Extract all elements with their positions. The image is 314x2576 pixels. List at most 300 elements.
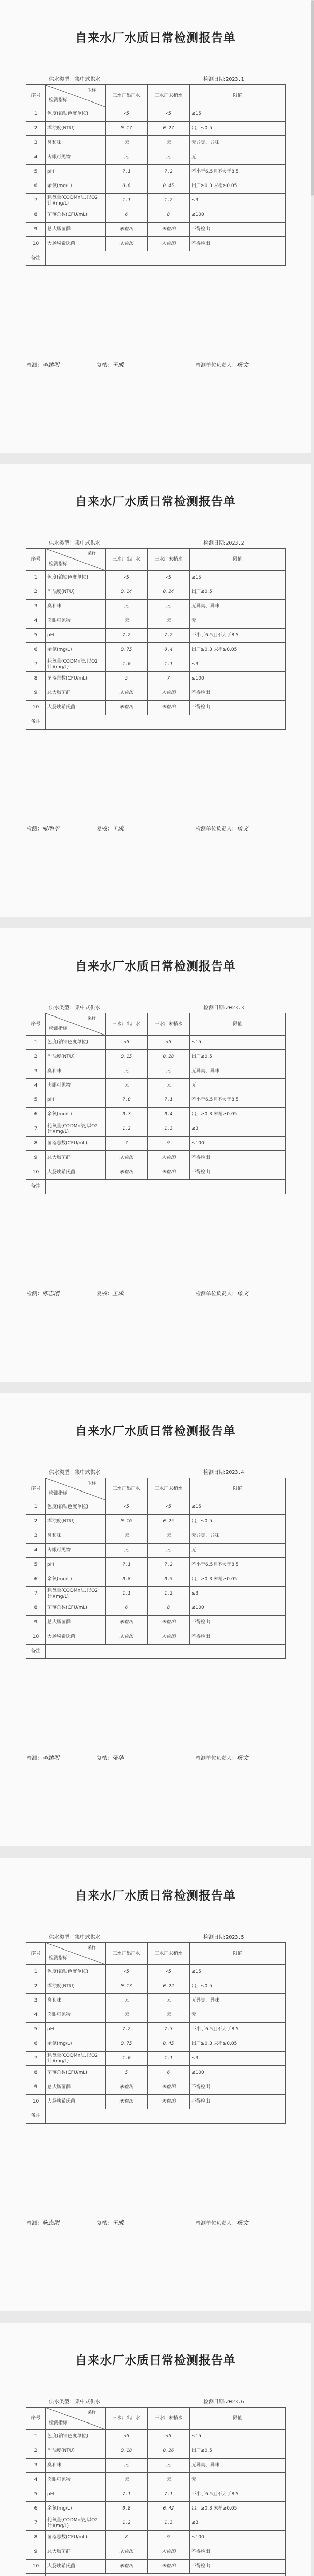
row-item: 浑浊度(NTU) xyxy=(46,1050,106,1064)
report-sheet xyxy=(0,464,311,917)
row-limit: ≤3 xyxy=(190,1587,286,1601)
row-no: 3 xyxy=(26,1994,46,2008)
row-value-plant2: 7.2 xyxy=(148,629,190,643)
reviewer: 复核：张华 xyxy=(97,1755,124,1761)
col-item xyxy=(46,549,106,571)
col-plant2: 三水厂末梢水 xyxy=(148,1943,190,1965)
row-limit: 出厂≤0.5 xyxy=(190,1050,286,1064)
row-value-plant1: 1.1 xyxy=(106,194,148,208)
row-value-plant1: 无 xyxy=(106,1544,148,1558)
row-value-plant1: 0.15 xyxy=(106,1050,148,1064)
row-item: 色度(铂钴色度单位) xyxy=(46,2430,106,2444)
row-no: 4 xyxy=(26,1544,46,1558)
col-item xyxy=(46,1943,106,1965)
row-value-plant2: 7 xyxy=(148,672,190,686)
row-item: 臭和味 xyxy=(46,1064,106,1079)
row-no: 1 xyxy=(26,1036,46,1050)
row-value-plant2: 1.3 xyxy=(148,2516,190,2531)
row-item: 总大肠菌群 xyxy=(46,686,106,701)
row-item: 大肠埃希氏菌 xyxy=(46,1165,106,1180)
remark-label: 备注 xyxy=(26,1645,46,1659)
row-value-plant1: <5 xyxy=(106,2430,148,2444)
reviewer: 复核：王成 xyxy=(97,362,124,368)
row-value-plant2: 无 xyxy=(148,600,190,614)
row-value-plant2: 未检出 xyxy=(148,2545,190,2560)
row-no: 2 xyxy=(26,1050,46,1064)
row-value-plant2: 0.5 xyxy=(148,1572,190,1587)
row-limit: 不得检出 xyxy=(190,701,286,715)
table-row xyxy=(26,1165,286,1180)
row-value-plant2: 9 xyxy=(148,2531,190,2545)
table-row xyxy=(26,1601,286,1616)
result-table xyxy=(26,2407,286,2576)
row-item: 耗氧量(CODMn法,以O2计)(mg/L) xyxy=(46,2052,106,2066)
row-no: 4 xyxy=(26,614,46,629)
row-limit: 无异臭、异味 xyxy=(190,1994,286,2008)
row-item: 菌落总数(CFU/mL) xyxy=(46,1137,106,1151)
row-no: 10 xyxy=(26,2560,46,2574)
row-no: 2 xyxy=(26,585,46,600)
row-value-plant1: 无 xyxy=(106,1079,148,1093)
report-sheet xyxy=(0,2323,311,2576)
table-row xyxy=(26,600,286,614)
row-limit: 出厂≥0.3 末梢≥0.05 xyxy=(190,2037,286,2052)
test-date: 检测日期:2023.3 xyxy=(203,1005,245,1011)
row-item: 大肠埃希氏菌 xyxy=(46,2095,106,2109)
row-no: 7 xyxy=(26,1122,46,1137)
row-value-plant1: 0.75 xyxy=(106,643,148,657)
row-limit: 出厂≤0.5 xyxy=(190,122,286,136)
row-value-plant2: 7.1 xyxy=(148,2487,190,2502)
row-value-plant2: 9 xyxy=(148,1137,190,1151)
table-row xyxy=(26,1050,286,1064)
row-limit: 不小于6.5且不大于8.5 xyxy=(190,629,286,643)
remark-cell xyxy=(46,1180,286,1194)
row-limit: 不得检出 xyxy=(190,1165,286,1180)
col-limit: 限值 xyxy=(190,2408,286,2430)
row-item: 耗氧量(CODMn法,以O2计)(mg/L) xyxy=(46,194,106,208)
row-limit: ≤3 xyxy=(190,1122,286,1137)
row-no: 2 xyxy=(26,1979,46,1994)
row-value-plant2: 未检出 xyxy=(148,1151,190,1165)
row-no: 10 xyxy=(26,1165,46,1180)
remark-cell xyxy=(46,1645,286,1659)
reviewer: 复核：王成 xyxy=(97,2219,124,2226)
row-value-plant2: 无 xyxy=(148,2459,190,2473)
row-value-plant2: 未检出 xyxy=(148,686,190,701)
table-row xyxy=(26,1994,286,2008)
row-value-plant1: 0.8 xyxy=(106,2502,148,2516)
table-row xyxy=(26,2066,286,2080)
row-value-plant1: 0.7 xyxy=(106,1108,148,1122)
row-limit: 出厂≤0.5 xyxy=(190,1979,286,1994)
row-limit: 出厂≥0.3 末梢≥0.05 xyxy=(190,179,286,194)
row-limit: 出厂≥0.3 末梢≥0.05 xyxy=(190,2502,286,2516)
col-no: 序号 xyxy=(26,1478,46,1500)
table-row xyxy=(26,1630,286,1645)
row-no: 8 xyxy=(26,672,46,686)
water-type: 供水类型：集中式供水 xyxy=(49,77,100,82)
row-limit: 不得检出 xyxy=(190,1616,286,1630)
chief: 检测单位负责人：杨文 xyxy=(196,1290,248,1297)
row-limit: 出厂≤0.5 xyxy=(190,2444,286,2459)
test-date: 检测日期:2023.5 xyxy=(203,1935,245,1940)
row-limit: ≤15 xyxy=(190,571,286,585)
row-value-plant1: 1.0 xyxy=(106,2052,148,2066)
table-header-row xyxy=(26,1478,286,1500)
table-row xyxy=(26,208,286,223)
row-limit: 无异臭、异味 xyxy=(190,1529,286,1544)
row-value-plant1: 1.2 xyxy=(106,2516,148,2531)
row-limit: ≤15 xyxy=(190,1965,286,1979)
row-value-plant1: 7.1 xyxy=(106,165,148,179)
row-value-plant2: 1.1 xyxy=(148,657,190,672)
row-no: 2 xyxy=(26,2444,46,2459)
row-item: 菌落总数(CFU/mL) xyxy=(46,2066,106,2080)
table-row xyxy=(26,629,286,643)
row-limit: ≤3 xyxy=(190,657,286,672)
row-limit: 不得检出 xyxy=(190,2095,286,2109)
row-value-plant2: 0.28 xyxy=(148,1050,190,1064)
row-value-plant2: 0.25 xyxy=(148,1515,190,1529)
row-item: 菌落总数(CFU/mL) xyxy=(46,208,106,223)
row-value-plant2: 无 xyxy=(148,1529,190,1544)
col-no: 序号 xyxy=(26,85,46,107)
row-value-plant1: 1.0 xyxy=(106,657,148,672)
row-value-plant2: 8 xyxy=(148,208,190,223)
row-no: 7 xyxy=(26,2052,46,2066)
row-item: 浑浊度(NTU) xyxy=(46,585,106,600)
result-table xyxy=(26,1013,286,1194)
scrollbar-thumb[interactable] xyxy=(311,0,314,196)
row-no: 9 xyxy=(26,223,46,237)
col-item-bottom: 检测指标 xyxy=(49,1026,68,1031)
row-item: pH xyxy=(46,165,106,179)
row-no: 9 xyxy=(26,1616,46,1630)
col-plant1: 三水厂出厂水 xyxy=(106,2408,148,2430)
row-no: 9 xyxy=(26,2545,46,2560)
row-value-plant1: 7.2 xyxy=(106,629,148,643)
table-row xyxy=(26,1093,286,1108)
row-value-plant1: 无 xyxy=(106,2459,148,2473)
row-no: 6 xyxy=(26,1572,46,1587)
row-limit: 无异臭、异味 xyxy=(190,600,286,614)
row-item: 臭和味 xyxy=(46,1529,106,1544)
col-plant1: 三水厂出厂水 xyxy=(106,1943,148,1965)
checker: 检测：李建明 xyxy=(27,1755,59,1761)
row-value-plant1: 0.16 xyxy=(106,1515,148,1529)
table-row xyxy=(26,1979,286,1994)
row-no: 4 xyxy=(26,2473,46,2487)
col-limit: 限值 xyxy=(190,549,286,571)
table-row xyxy=(26,150,286,165)
water-type: 供水类型：集中式供水 xyxy=(49,1470,100,1476)
row-no: 8 xyxy=(26,2531,46,2545)
row-limit: ≤100 xyxy=(190,2531,286,2545)
row-no: 4 xyxy=(26,2008,46,2023)
report-title: 自来水厂水质日常检测报告单 xyxy=(75,495,236,509)
table-row xyxy=(26,1064,286,1079)
remark-row xyxy=(26,2574,286,2576)
table-row xyxy=(26,2487,286,2502)
remark-cell xyxy=(46,2109,286,2124)
report-title: 自来水厂水质日常检测报告单 xyxy=(75,959,236,973)
row-value-plant1: 未检出 xyxy=(106,2545,148,2560)
row-value-plant1: 6 xyxy=(106,1601,148,1616)
row-value-plant1: 0.18 xyxy=(106,2444,148,2459)
col-plant2: 三水厂末梢水 xyxy=(148,85,190,107)
row-no: 1 xyxy=(26,107,46,122)
table-row xyxy=(26,2531,286,2545)
row-value-plant1: 无 xyxy=(106,1529,148,1544)
row-item: 色度(铂钴色度单位) xyxy=(46,571,106,585)
remark-row xyxy=(26,251,286,266)
row-item: pH xyxy=(46,1558,106,1572)
remark-cell xyxy=(46,715,286,730)
row-value-plant1: 6 xyxy=(106,208,148,223)
table-row xyxy=(26,136,286,150)
row-no: 7 xyxy=(26,2516,46,2531)
table-row xyxy=(26,571,286,585)
row-value-plant2: 未检出 xyxy=(148,237,190,251)
row-limit: 出厂≤0.5 xyxy=(190,1515,286,1529)
row-value-plant1: 无 xyxy=(106,136,148,150)
row-limit: 无 xyxy=(190,614,286,629)
row-no: 7 xyxy=(26,657,46,672)
row-item: 余氯(mg/L) xyxy=(46,643,106,657)
row-limit: ≤100 xyxy=(190,672,286,686)
table-row xyxy=(26,2560,286,2574)
row-value-plant1: 未检出 xyxy=(106,701,148,715)
report-sheet xyxy=(0,0,311,453)
table-header-row xyxy=(26,1013,286,1036)
row-no: 8 xyxy=(26,2066,46,2080)
row-item: pH xyxy=(46,629,106,643)
col-limit: 限值 xyxy=(190,1478,286,1500)
row-no: 5 xyxy=(26,2023,46,2037)
row-value-plant2: 0.4 xyxy=(148,1108,190,1122)
row-item: 肉眼可见物 xyxy=(46,2473,106,2487)
row-value-plant2: 无 xyxy=(148,2473,190,2487)
remark-label: 备注 xyxy=(26,2109,46,2124)
row-item: 色度(铂钴色度单位) xyxy=(46,1500,106,1515)
row-item: 总大肠菌群 xyxy=(46,223,106,237)
col-plant1: 三水厂出厂水 xyxy=(106,1013,148,1036)
reviewer: 复核：王成 xyxy=(97,825,124,832)
row-value-plant1: 未检出 xyxy=(106,686,148,701)
row-value-plant1: 无 xyxy=(106,1994,148,2008)
row-item: 耗氧量(CODMn法,以O2计)(mg/L) xyxy=(46,2516,106,2531)
table-row xyxy=(26,1108,286,1122)
row-item: 耗氧量(CODMn法,以O2计)(mg/L) xyxy=(46,657,106,672)
row-no: 2 xyxy=(26,122,46,136)
report-sheet xyxy=(0,928,311,1382)
chief: 检测单位负责人：杨文 xyxy=(196,362,248,368)
row-no: 1 xyxy=(26,2430,46,2444)
col-item-bottom: 检测指标 xyxy=(49,1491,68,1496)
table-row xyxy=(26,1558,286,1572)
row-value-plant2: 0.45 xyxy=(148,179,190,194)
row-item: 大肠埃希氏菌 xyxy=(46,701,106,715)
row-value-plant1: <5 xyxy=(106,1500,148,1515)
table-row xyxy=(26,2080,286,2095)
row-limit: 不得检出 xyxy=(190,237,286,251)
col-item-top: 采样 xyxy=(88,1481,96,1485)
row-value-plant2: 7.2 xyxy=(148,1558,190,1572)
row-value-plant2: 未检出 xyxy=(148,1616,190,1630)
col-item xyxy=(46,1478,106,1500)
table-row xyxy=(26,1587,286,1601)
chief: 检测单位负责人：杨文 xyxy=(196,1755,248,1761)
row-limit: 出厂≥0.3 末梢≥0.05 xyxy=(190,1572,286,1587)
row-item: 耗氧量(CODMn法,以O2计)(mg/L) xyxy=(46,1587,106,1601)
table-row xyxy=(26,2444,286,2459)
table-row xyxy=(26,1572,286,1587)
row-value-plant1: 0.14 xyxy=(106,585,148,600)
table-row xyxy=(26,107,286,122)
row-item: 余氯(mg/L) xyxy=(46,2502,106,2516)
table-row xyxy=(26,1965,286,1979)
row-value-plant1: <5 xyxy=(106,571,148,585)
row-item: 臭和味 xyxy=(46,1994,106,2008)
checker: 检测：陈志刚 xyxy=(27,1290,59,1297)
col-item-top: 采样 xyxy=(88,1016,96,1021)
table-row xyxy=(26,614,286,629)
remark-label xyxy=(26,2574,46,2576)
row-value-plant2: 无 xyxy=(148,1994,190,2008)
col-item-top: 采样 xyxy=(88,1945,96,1950)
row-value-plant1: 未检出 xyxy=(106,1616,148,1630)
row-no: 10 xyxy=(26,237,46,251)
row-limit: ≤100 xyxy=(190,1601,286,1616)
row-value-plant1: 无 xyxy=(106,600,148,614)
chief: 检测单位负责人：杨文 xyxy=(196,825,248,832)
row-limit: 不得检出 xyxy=(190,2560,286,2574)
checker: 检测：李建明 xyxy=(27,362,59,368)
row-no: 9 xyxy=(26,1151,46,1165)
row-value-plant1: 无 xyxy=(106,1064,148,1079)
checker: 检测：张明华 xyxy=(27,825,59,832)
row-value-plant2: 无 xyxy=(148,1544,190,1558)
row-value-plant2: 未检出 xyxy=(148,1630,190,1645)
row-value-plant1: 未检出 xyxy=(106,2080,148,2095)
result-table xyxy=(26,1478,286,1659)
report-title: 自来水厂水质日常检测报告单 xyxy=(75,1424,236,1438)
table-row xyxy=(26,2037,286,2052)
table-row xyxy=(26,1137,286,1151)
row-item: 浑浊度(NTU) xyxy=(46,2444,106,2459)
table-row xyxy=(26,657,286,672)
col-no: 序号 xyxy=(26,549,46,571)
row-item: 菌落总数(CFU/mL) xyxy=(46,672,106,686)
row-limit: 出厂≥0.3 末梢≥0.05 xyxy=(190,643,286,657)
row-limit: 无 xyxy=(190,1544,286,1558)
report-sheet xyxy=(0,1858,311,2311)
table-header-row xyxy=(26,2408,286,2430)
row-no: 10 xyxy=(26,1630,46,1645)
row-item: 肉眼可见物 xyxy=(46,1079,106,1093)
row-no: 1 xyxy=(26,571,46,585)
row-value-plant1: 5 xyxy=(106,2066,148,2080)
col-no: 序号 xyxy=(26,1013,46,1036)
table-header-row xyxy=(26,549,286,571)
row-limit: ≤100 xyxy=(190,2066,286,2080)
row-limit: 不小于6.5且不大于8.5 xyxy=(190,2487,286,2502)
row-limit: ≤100 xyxy=(190,208,286,223)
row-limit: 出厂≤0.5 xyxy=(190,585,286,600)
col-item-top: 采样 xyxy=(88,2410,96,2415)
row-value-plant2: 未检出 xyxy=(148,1165,190,1180)
row-value-plant1: 未检出 xyxy=(106,223,148,237)
row-item: 臭和味 xyxy=(46,136,106,150)
test-date: 检测日期:2023.2 xyxy=(203,540,245,546)
col-plant2: 三水厂末梢水 xyxy=(148,2408,190,2430)
remark-row xyxy=(26,1180,286,1194)
scrollbar-track[interactable] xyxy=(311,0,314,2576)
table-row xyxy=(26,2459,286,2473)
row-no: 8 xyxy=(26,1601,46,1616)
row-item: 总大肠菌群 xyxy=(46,1616,106,1630)
row-value-plant2: 无 xyxy=(148,2008,190,2023)
row-value-plant2: 1.1 xyxy=(148,2052,190,2066)
row-item: 肉眼可见物 xyxy=(46,614,106,629)
table-row xyxy=(26,2023,286,2037)
row-no: 6 xyxy=(26,2502,46,2516)
test-date: 检测日期:2023.6 xyxy=(203,2399,245,2405)
row-no: 5 xyxy=(26,1093,46,1108)
table-row xyxy=(26,1122,286,1137)
col-item-bottom: 检测指标 xyxy=(49,2420,68,2426)
result-table xyxy=(26,1942,286,2124)
row-item: 余氯(mg/L) xyxy=(46,1108,106,1122)
row-value-plant2: <5 xyxy=(148,571,190,585)
row-limit: 无 xyxy=(190,1079,286,1093)
row-item: pH xyxy=(46,2023,106,2037)
row-value-plant1: 0.75 xyxy=(106,2037,148,2052)
checker: 检测：陈志刚 xyxy=(27,2219,59,2226)
row-limit: ≤3 xyxy=(190,2052,286,2066)
row-limit: 不小于6.5且不大于8.5 xyxy=(190,165,286,179)
row-value-plant1: 0.17 xyxy=(106,122,148,136)
col-item-bottom: 检测指标 xyxy=(49,1956,68,1961)
row-value-plant1: 0.8 xyxy=(106,1572,148,1587)
row-value-plant1: 1.2 xyxy=(106,1122,148,1137)
row-value-plant1: <5 xyxy=(106,1036,148,1050)
table-row xyxy=(26,672,286,686)
col-item-bottom: 检测指标 xyxy=(49,562,68,567)
row-value-plant2: 7.2 xyxy=(148,165,190,179)
row-no: 6 xyxy=(26,179,46,194)
col-no: 序号 xyxy=(26,1943,46,1965)
col-item xyxy=(46,2408,106,2430)
row-value-plant2: <5 xyxy=(148,1500,190,1515)
row-value-plant1: 7.1 xyxy=(106,2487,148,2502)
table-row xyxy=(26,1529,286,1544)
row-no: 3 xyxy=(26,600,46,614)
table-row xyxy=(26,237,286,251)
table-row xyxy=(26,585,286,600)
row-item: pH xyxy=(46,1093,106,1108)
col-plant2: 三水厂末梢水 xyxy=(148,549,190,571)
row-no: 8 xyxy=(26,1137,46,1151)
row-no: 4 xyxy=(26,1079,46,1093)
row-item: 余氯(mg/L) xyxy=(46,1572,106,1587)
row-item: 肉眼可见物 xyxy=(46,1544,106,1558)
col-item-top: 采样 xyxy=(88,88,96,92)
row-item: 浑浊度(NTU) xyxy=(46,1979,106,1994)
row-no: 5 xyxy=(26,1558,46,1572)
row-limit: ≤100 xyxy=(190,1137,286,1151)
